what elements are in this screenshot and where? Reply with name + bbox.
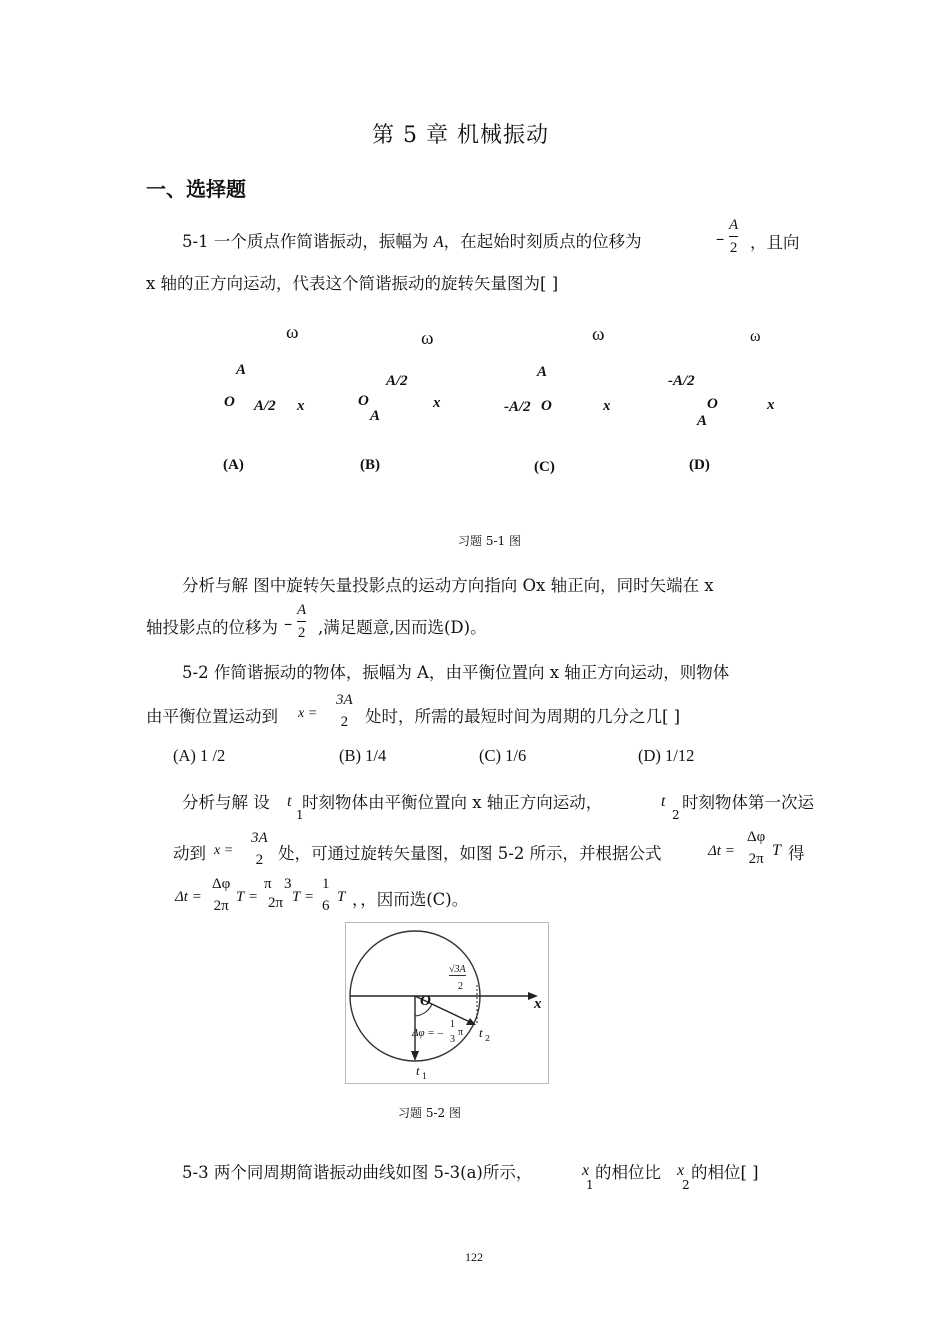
minus-sign: – [716,229,725,248]
answer-5-1-line1: 分析与解 图中旋转矢量投影点的运动方向指向 Ox 轴正向，同时矢端在 x [182,576,714,595]
t1-label: t [416,1063,420,1078]
vector-d-amp-label: A [697,413,708,429]
fraction-dphi-2pi: Δφ 2π [747,829,766,867]
question-5-2-line2: 由平衡位置运动到 [146,707,278,726]
delta-phi-denominator: 3 [450,1034,455,1045]
minus-sign: – [284,614,293,633]
question-5-2-line1: 5-2 作简谐振动的物体，振幅为 A，由平衡位置向 x 轴正方向运动，则物体 [182,663,730,682]
answer-5-1-line2: 轴投影点的位移为 [146,618,278,637]
period-symbol: T [772,842,781,859]
vector-a-half-label: A/2 [254,398,276,414]
eq-pi: π [264,876,272,892]
question-5-1-tail: ，且向 [750,233,800,252]
vector-d-neg-half-label: -A/2 [668,373,695,389]
question-5-1-line1: 5-1 一个质点作简谐振动，振幅为 A，在起始时刻质点的位移为 [182,232,642,251]
vector-d-origin-label: O [707,396,718,412]
option-d-label: (D) [689,457,710,473]
eq-fraction-3: 1 6 [322,876,330,914]
answer-5-2-line2-mid: 处，可通过旋转矢量图，如图 5-2 所示，并根据公式 [278,844,662,863]
eq-two-pi: 2π [268,895,284,911]
x2-symbol: x [677,1162,685,1179]
choice-a: (A) 1 /2 [173,746,226,765]
axis-x-label: x [534,996,542,1012]
figure-5-2-frame [345,922,549,1084]
question-5-3-tail: 的相位[ ] [691,1163,759,1182]
eq-delta-t: Δt = [175,889,202,905]
fraction-neg-a-half: $\frac{A}{2}$ [729,214,738,259]
choice-d: (D) 1/12 [638,746,695,765]
option-c-label: (C) [534,459,555,475]
sqrt3a-label: √3A [449,964,466,975]
eq-fraction-1: Δφ 2π [212,876,231,914]
eq-period-1: T = [236,889,258,905]
fraction-sqrt3a-half: 3A 2 [251,830,268,868]
option-a-label: (A) [223,457,244,473]
vector-a-x-label: x [297,398,305,414]
sqrt3a-denominator: 2 [458,981,463,992]
vector-a-amp-label: A [236,362,247,378]
fraction-sqrt3a-half: 3A 2 [336,692,353,730]
vector-d-x-label: x [767,397,775,413]
origin-label: O [420,993,431,1009]
delta-phi-label: Δφ = – [412,1027,443,1039]
x-equals: x = [214,843,234,858]
section-heading: 一、选择题 [146,177,246,201]
answer-5-2-line1-mid: 时刻物体由平衡位置向 x 轴正方向运动， [302,793,603,812]
vector-c-neg-half-label: -A/2 [504,399,531,415]
omega-label: ω [592,324,605,345]
page-number: 122 [465,1250,483,1264]
t1-symbol: t [287,793,292,810]
answer-5-2-line2: 动到 [173,844,206,863]
omega-label: ω [421,328,434,349]
eq-period-3: T [337,889,346,905]
question-5-3: 5-3 两个同周期简谐振动曲线如图 5-3(a)所示， [182,1163,533,1182]
vector-b-x-label: x [433,395,441,411]
vector-b-amp-label: A [370,408,381,424]
chapter-title: 第 5 章 机械振动 [372,123,549,148]
vector-b-half-label: A/2 [386,373,408,389]
eq-period-2: T = [292,889,314,905]
vector-c-amp-label: A [537,364,548,380]
vector-c-x-label: x [603,398,611,414]
answer-5-2-line1: 分析与解 设 [182,793,270,812]
t1-subscript: 1 [296,808,304,822]
t2-symbol: t [661,793,666,810]
eq-three: 3 [284,876,292,892]
vector-a-origin-label: O [224,394,235,410]
omega-label: ω [286,322,299,343]
delta-phi-numerator: 1 [450,1019,455,1030]
question-5-2-tail: 处时，所需的最短时间为周期的几分之几[ ] [365,707,681,726]
answer-5-2-conclusion: ，，因而选(C)。 [352,890,469,909]
t2-subscript: 2 [672,808,680,822]
delta-phi-pi: π [458,1027,464,1038]
answer-5-1-conclusion: ,满足题意,因而选(D)。 [318,618,487,637]
figure-5-2-caption: 习题 5-2 图 [398,1106,461,1120]
question-5-3-mid: 的相位比 [595,1163,661,1182]
x1-symbol: x [582,1162,590,1179]
x-equals: x = [298,706,318,721]
vector-b-origin-label: O [358,393,369,409]
x1-subscript: 1 [586,1178,594,1192]
choice-c: (C) 1/6 [479,746,527,765]
figure-5-1-caption: 习题 5-1 图 [458,534,521,548]
delta-t-equals: Δt = [708,843,735,859]
fraction-neg-a-half: $\frac{A}{2}$ [297,599,306,644]
option-b-label: (B) [360,457,380,473]
question-5-1-line2: x 轴的正方向运动，代表这个简谐振动的旋转矢量图为[ ] [146,274,559,293]
t2-label: t [479,1025,483,1040]
x2-subscript: 2 [682,1178,690,1192]
omega-label: ω [750,328,761,345]
choice-b: (B) 1/4 [339,746,387,765]
t2-label-subscript: 2 [485,1034,491,1043]
t1-label-subscript: 1 [422,1072,428,1081]
vector-c-origin-label: O [541,398,552,414]
answer-5-2-line1-end: 时刻物体第一次运 [682,793,814,812]
answer-5-2-line2-end: 得 [788,844,805,863]
rotating-vector-diagram [346,923,548,1083]
